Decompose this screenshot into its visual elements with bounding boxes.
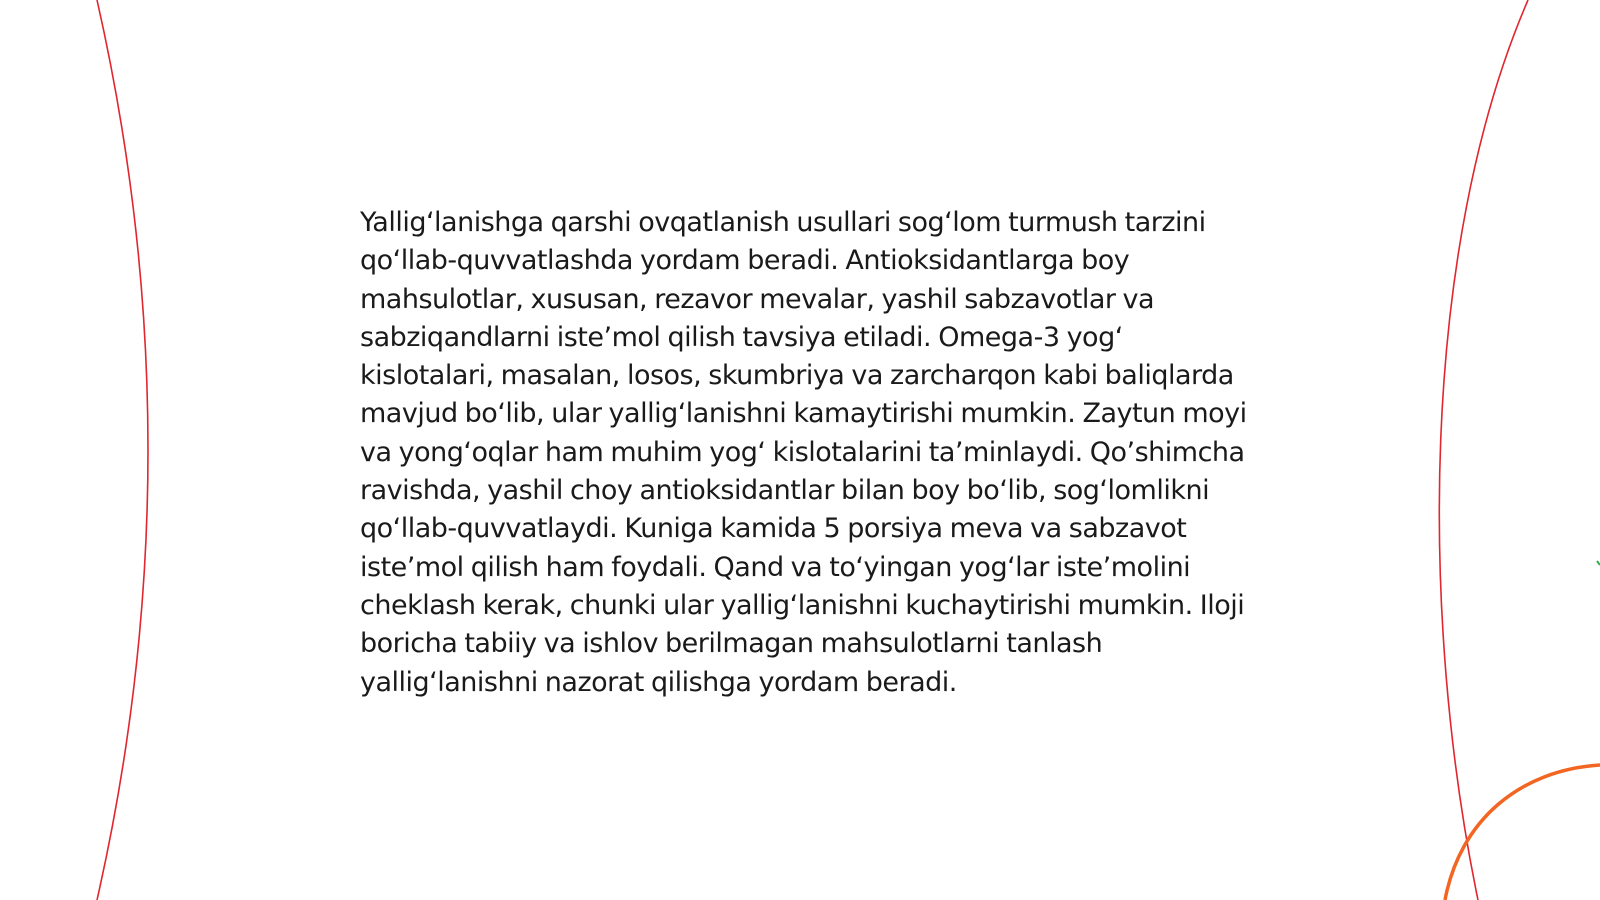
left-red-arc xyxy=(97,0,148,900)
orange-circle-arc xyxy=(1445,765,1600,900)
slide-body-text: Yallig‘lanishga qarshi ovqatlanish usullari sog‘lom turmush tarzini qo‘llab-quvvatlashda yordam beradi. Antioksidantlarga boy mahsulotlar, xususan, rezavor mevalar, yashil sabzavotlar va sabziqandlarni iste’mol qilish tavsiya etiladi. Omega-3 yog‘ kislotalari, masalan, losos, skumbriya va zarcharqon kabi baliqlarda mavjud bo‘lib, ular yallig‘lanishni kamaytirishi mumkin. Zaytun moyi va yong‘oqlar ham muhim yog‘ kislotalarini ta’minlaydi. Qo’shimcha ravishda, yashil choy antioksidantlar bilan boy bo‘lib, sog‘lomlikni qo‘llab-quvvatlaydi. Kuniga kamida 5 porsiya meva va sabzavot iste’mol qilish ham foydali. Qand va to‘yingan yog‘lar iste’molini cheklash kerak, chunki ular yallig‘lanishni kuchaytirishi mumkin. Iloji boricha tabiiy va ishlov berilmagan mahsulotlarni tanlash yallig‘lanishni nazorat qilishga yordam beradi. xyxy=(360,207,1247,698)
right-red-arc xyxy=(1439,0,1528,900)
